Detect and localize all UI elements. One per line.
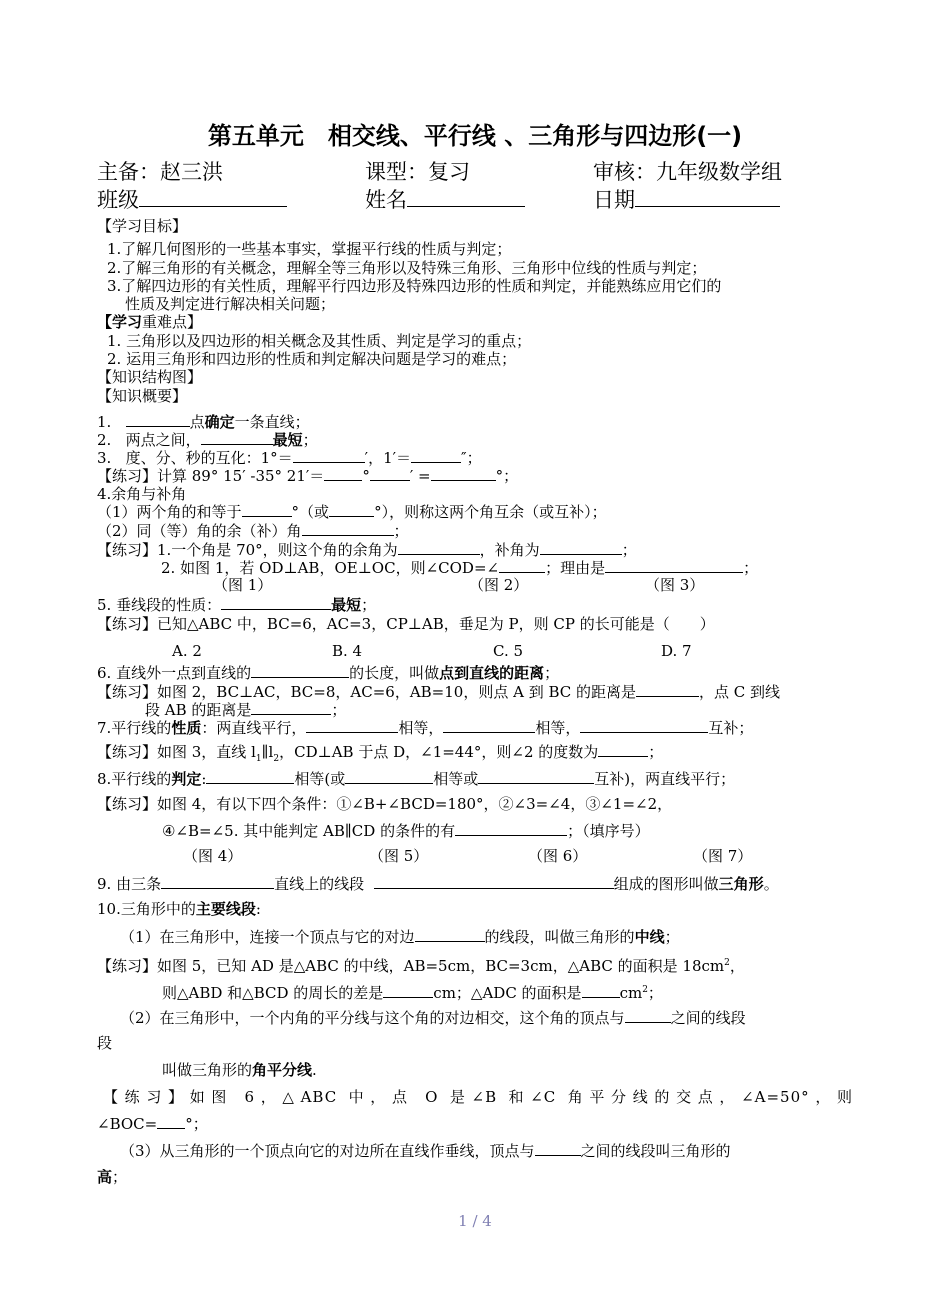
item-1: 1. 点确定一条直线； — [97, 413, 310, 431]
key-point-item: 2. 运用三角形和四边形的性质和判定解决问题是学习的难点； — [107, 350, 517, 368]
objectives-heading: 【学习目标】 — [97, 217, 188, 235]
name-field: 姓名 — [365, 186, 525, 214]
exercise-2: 【练习】1.一个角是 70°，则这个角的余角为 ，补角为 ； — [97, 541, 637, 559]
exercise-1: 【练习】计算 89° 15′ -35° 21′＝ ° ′ = °； — [97, 467, 519, 485]
item-10-2-cont: 叫做三角形的角平分线. — [162, 1061, 317, 1079]
item-5: 5. 垂线段的性质： 最短； — [97, 596, 377, 614]
figure-2-caption: （图 2） — [469, 576, 529, 594]
review-label: 审核：九年级数学组 — [593, 160, 782, 184]
objective-item: 1.了解几何图形的一些基本事实，掌握平行线的性质与判定； — [107, 240, 512, 258]
item-10-1: （1）在三角形中，连接一个顶点与它的对边 的线段，叫做三角形的中线； — [120, 928, 680, 946]
objective-item: 性质及判定进行解决相关问题； — [125, 295, 336, 313]
exercise-8-cont: 则△ABD 和△BCD 的周长的差是 cm；△ADC 的面积是 $cm^2$； — [162, 984, 663, 1002]
exercise-4: 【练习】已知△ABC 中，BC=6，AC=3，CP⊥AB，垂足为 P，则 CP 的长可能是（ ） — [97, 615, 715, 633]
class-field: 班级 — [97, 186, 287, 214]
key-point-item: 1. 三角形以及四边形的相关概念及其性质、判定是学习的重点； — [107, 332, 532, 350]
page-number: 1 / 4 — [458, 1212, 492, 1230]
item-10: 10.三角形中的主要线段: — [97, 900, 261, 918]
page-title: 第五单元 相交线、平行线 、三角形与四边形(一) — [207, 122, 743, 150]
item-6: 6. 直线外一点到直线的 的长度，叫做点到直线的距离； — [97, 664, 560, 682]
author-label: 主备：赵三洪 — [97, 160, 223, 184]
item-4-1: （1）两个角的和等于 °（或 °），则称这两个角互余（或互补）； — [97, 503, 607, 521]
item-10-2-wrap: 段 — [97, 1034, 113, 1052]
figure-7-caption: （图 7） — [693, 847, 753, 865]
objective-item: 2.了解三角形的有关概念，理解全等三角形以及特殊三角形、三角形中位线的性质与判定； — [107, 259, 707, 277]
figure-4-caption: （图 4） — [183, 847, 243, 865]
exercise-5: 【练习】如图 2，BC⊥AC，BC=8，AC=6，AB=10，则点 A 到 BC 的距离是 ，点 C 到线 — [97, 683, 781, 701]
item-4-2: （2）同（等）角的余（补）角 ； — [97, 522, 409, 540]
structure-heading: 【知识结构图】 — [97, 368, 203, 386]
figure-6-caption: （图 6） — [528, 847, 588, 865]
figure-3-caption: （图 3） — [645, 576, 705, 594]
exercise-7: 【练习】如图 4，有以下四个条件：①∠B+∠BCD=180°，②∠3=∠4，③∠1=∠2， — [97, 795, 673, 813]
exercise-8: 【练习】如图 5，已知 AD 是△ABC 的中线，AB=5cm，BC=3cm，△ABC 的面积是 $18cm^2$， — [97, 957, 745, 975]
option-d: D. 7 — [661, 642, 692, 660]
item-9: 9. 由三条 直线上的线段 组成的图形叫做三角形。 — [97, 875, 779, 893]
type-label: 课型：复习 — [365, 160, 470, 184]
exercise-3: 2. 如图 1，若 OD⊥AB，OE⊥OC，则∠COD=∠ ；理由是 ； — [161, 559, 759, 577]
figure-5-caption: （图 5） — [369, 847, 429, 865]
exercise-6: 【练习】如图 3，直线 $l_1\parallel l_2$，CD⊥AB 于点 D，∠1=44°，则∠2 的度数为 ； — [97, 743, 664, 764]
item-10-3: （3）从三角形的一个顶点向它的对边所在直线作垂线，顶点与 之间的线段叫三角形的 — [120, 1142, 731, 1160]
item-10-2: （2）在三角形中，一个内角的平分线与这个角的对边相交，这个角的顶点与 之间的线段 — [120, 1009, 746, 1027]
objective-item: 3.了解四边形的有关性质，理解平行四边形及特殊四边形的性质和判定，并能熟练应用它们的 — [107, 277, 722, 295]
key-points-heading: 【学习重难点】 — [97, 313, 203, 331]
item-4: 4.余角与补角 — [97, 485, 187, 503]
exercise-5-cont: 段 AB 的距离是 ； — [145, 701, 347, 719]
date-field: 日期 — [593, 186, 780, 214]
option-b: B. 4 — [332, 642, 363, 660]
exercise-9-cont: ∠BOC= °； — [97, 1115, 208, 1133]
option-a: A. 2 — [172, 642, 202, 660]
item-3: 3. 度、分、秒的互化：1°＝ ′，1′＝ ″； — [97, 449, 482, 467]
exercise-7-cont: ④∠B=∠5. 其中能判定 AB∥CD 的条件的有 ；（填序号） — [162, 822, 650, 840]
item-2: 2. 两点之间， 最短； — [97, 431, 318, 449]
item-8: 8.平行线的判定: 相等(或 相等或 互补)，两直线平行； — [97, 770, 736, 788]
item-7: 7.平行线的性质：两直线平行， 相等， 相等， 互补； — [97, 719, 754, 737]
item-10-3-cont: 高； — [97, 1168, 128, 1186]
option-c: C. 5 — [493, 642, 524, 660]
overview-heading: 【知识概要】 — [97, 387, 188, 405]
figure-1-caption: （图 1） — [213, 576, 273, 594]
exercise-9: 【练习】如图 6，△ABC 中，点 O 是∠B 和∠C 角平分线的交点，∠A=50°，则 — [103, 1088, 853, 1106]
